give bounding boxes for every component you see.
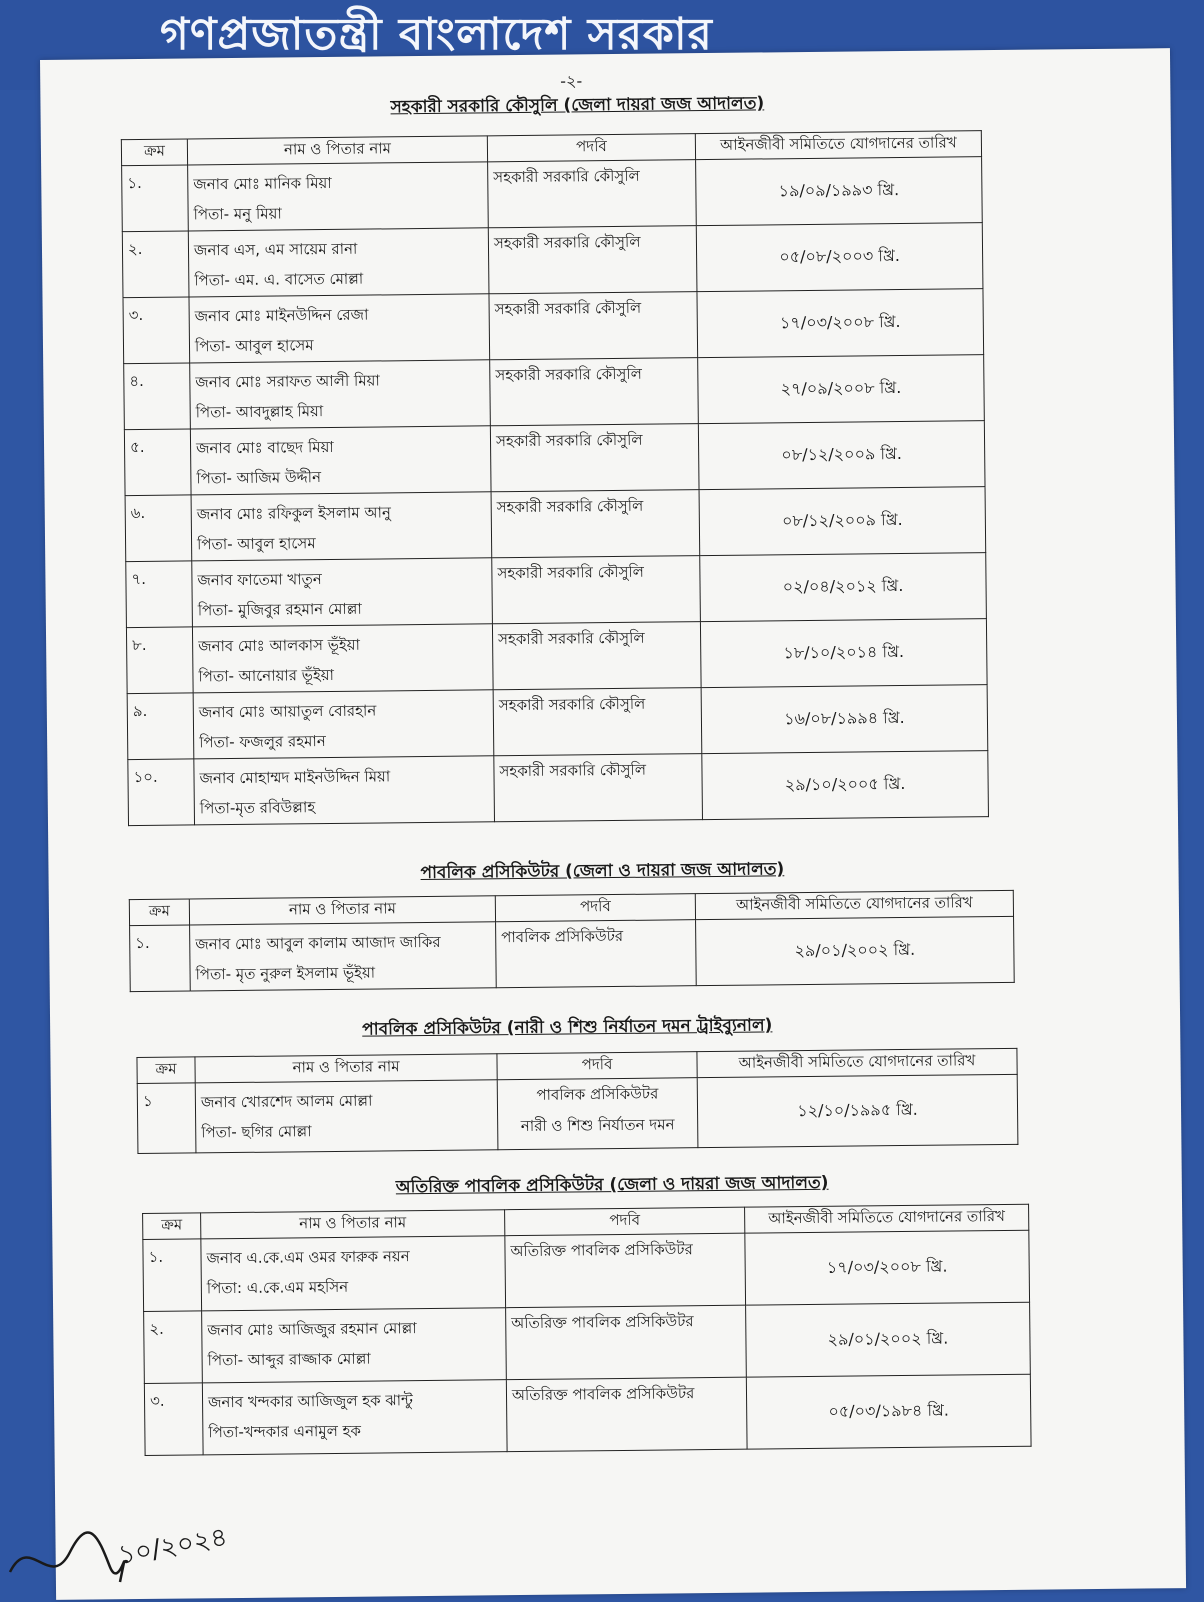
cell-date: ১৬/০৮/১৯৯৪ খ্রি. bbox=[701, 685, 988, 754]
cell-post bbox=[488, 160, 697, 228]
cell-name bbox=[189, 294, 490, 363]
father-name: পিতা- আজিম উদ্দীন bbox=[196, 468, 322, 488]
post-title: সহকারী সরকারি কৌসুলি bbox=[496, 496, 644, 517]
table-row bbox=[144, 1302, 1031, 1383]
col-header-name: নাম ও পিতার নাম bbox=[195, 1054, 497, 1083]
cell-date: ২৭/০৯/২০০৮ খ্রি. bbox=[698, 355, 985, 424]
father-name: পিতা- আবুল হাসেম bbox=[196, 534, 316, 554]
table-body bbox=[130, 916, 1015, 991]
col-header-post: পদবি bbox=[497, 1052, 697, 1080]
person-name: জনাব খন্দকার আজিজুল হক ঝান্টু bbox=[207, 1391, 413, 1412]
table-addl-public-prosecutor bbox=[142, 1204, 1031, 1456]
person-name: জনাব এ.কে.এম ওমর ফারুক নয়ন bbox=[206, 1247, 410, 1268]
post-title: সহকারী সরকারি কৌসুলি bbox=[493, 232, 641, 253]
post-title: পাবলিক প্রসিকিউটর bbox=[536, 1084, 659, 1104]
table-row bbox=[123, 289, 984, 364]
table-row bbox=[126, 553, 987, 628]
person-name: জনাব এস, এম সায়েম রানা bbox=[193, 239, 358, 260]
col-header-name: নাম ও পিতার নাম bbox=[201, 1210, 505, 1239]
cell-sl: ৪. bbox=[124, 363, 191, 430]
table-public-prosecutor-district bbox=[129, 890, 1015, 992]
table-body bbox=[143, 1230, 1031, 1455]
cell-post bbox=[496, 920, 697, 988]
post-title: পাবলিক প্রসিকিউটর bbox=[501, 926, 624, 947]
cell-post bbox=[492, 556, 701, 624]
person-name: জনাব খোরশেদ আলম মোল্লা bbox=[200, 1091, 373, 1112]
table-row bbox=[124, 355, 985, 430]
cell-sl: ৮. bbox=[126, 627, 193, 694]
section-title-public-prosecutor-tribunal: পাবলিক প্রসিকিউটর (নারী ও শিশু নির্যাতন দমন ট্রাইব্যুনাল) bbox=[362, 1015, 773, 1040]
father-name: পিতা- আবদুল্লাহ মিয়া bbox=[195, 402, 324, 422]
cell-sl: ৭. bbox=[126, 561, 193, 628]
cell-post bbox=[497, 1078, 698, 1150]
col-header-date: আইনজীবী সমিতিতে যোগদানের তারিখ bbox=[697, 1048, 1017, 1077]
col-header-post: পদবি bbox=[505, 1207, 745, 1236]
section-title-addl-public-prosecutor: অতিরিক্ত পাবলিক প্রসিকিউটর (জেলা ও দায়রা জজ আদালত) bbox=[395, 1172, 829, 1198]
cell-name bbox=[190, 426, 491, 495]
signature bbox=[0, 1512, 240, 1602]
cell-post bbox=[490, 358, 699, 426]
document-page bbox=[40, 48, 1186, 1600]
post-title: অতিরিক্ত পাবলিক প্রসিকিউটর bbox=[511, 1312, 694, 1333]
cell-post bbox=[506, 1305, 747, 1380]
cell-date: ২৯/০১/২০০২ খ্রি. bbox=[696, 916, 1015, 985]
cell-date: ০৮/১২/২০০৯ খ্রি. bbox=[699, 487, 986, 556]
father-name: পিতা-খন্দকার এনামুল হক bbox=[208, 1421, 362, 1442]
cell-post bbox=[494, 754, 703, 822]
person-name: জনাব মোঃ মানিক মিয়া bbox=[193, 173, 332, 194]
cell-sl: ৯. bbox=[127, 693, 194, 760]
table-row bbox=[128, 751, 989, 826]
cell-post bbox=[489, 292, 698, 360]
cell-sl: ২. bbox=[122, 231, 189, 298]
cell-sl: ২. bbox=[144, 1311, 203, 1384]
col-header-sl: ক্রম bbox=[143, 1213, 201, 1240]
father-name: পিতা- ছগির মোল্লা bbox=[201, 1122, 312, 1142]
cell-name bbox=[188, 162, 489, 231]
col-header-post: পদবি bbox=[495, 894, 695, 922]
cell-post bbox=[505, 1233, 746, 1308]
page-number: -২- bbox=[560, 71, 583, 91]
post-subtitle: নারী ও শিশু নির্যাতন দমন bbox=[520, 1115, 675, 1136]
cell-post bbox=[506, 1377, 747, 1452]
father-name: পিতা- এম. এ. বাসেত মোল্লা bbox=[194, 269, 364, 290]
cell-date: ০৮/১২/২০০৯ খ্রি. bbox=[698, 421, 985, 490]
table-row bbox=[126, 619, 987, 694]
cell-date: ০৫/০৩/১৯৮৪ খ্রি. bbox=[746, 1374, 1031, 1449]
cell-name bbox=[195, 1080, 498, 1153]
cell-date: ১৭/০৩/২০০৮ খ্রি. bbox=[745, 1230, 1030, 1305]
cell-sl: ৫. bbox=[124, 429, 191, 496]
table-row bbox=[144, 1374, 1031, 1455]
col-header-sl: ক্রম bbox=[129, 899, 189, 926]
cell-date: ১৮/১০/২০১৪ খ্রি. bbox=[700, 619, 987, 688]
post-title: সহকারী সরকারি কৌসুলি bbox=[495, 430, 643, 451]
cell-name bbox=[192, 558, 493, 627]
cell-name bbox=[202, 1308, 507, 1383]
cell-date: ০৫/০৮/২০০৩ খ্রি. bbox=[696, 223, 983, 292]
cell-sl: ১. bbox=[143, 1239, 202, 1312]
table-row bbox=[130, 916, 1015, 991]
post-title: সহকারী সরকারি কৌসুলি bbox=[497, 628, 645, 649]
cell-sl: ৩. bbox=[123, 297, 190, 364]
cell-sl: ১. bbox=[130, 925, 191, 992]
table-row bbox=[125, 487, 986, 562]
cell-post bbox=[488, 226, 697, 294]
post-title: সহকারী সরকারি কৌসুলি bbox=[499, 760, 647, 781]
person-name: জনাব মোঃ আয়াতুল বোরহান bbox=[198, 701, 377, 722]
cell-post bbox=[491, 490, 700, 558]
post-title: সহকারী সরকারি কৌসুলি bbox=[495, 364, 642, 385]
cell-sl: ১০. bbox=[128, 759, 195, 826]
table-row bbox=[122, 157, 983, 232]
cell-name bbox=[188, 228, 489, 297]
table-public-prosecutor-tribunal bbox=[136, 1048, 1018, 1154]
father-name: পিতা- মনু মিয়া bbox=[193, 204, 282, 224]
cell-name bbox=[190, 922, 497, 991]
col-header-name: নাম ও পিতার নাম bbox=[189, 896, 495, 925]
cell-date: ২৯/০১/২০০২ খ্রি. bbox=[746, 1302, 1031, 1377]
cell-name bbox=[194, 756, 495, 825]
col-header-sl: ক্রম bbox=[121, 139, 187, 166]
post-title: সহকারী সরকারি কৌসুলি bbox=[493, 166, 640, 187]
cell-sl: ১ bbox=[137, 1083, 196, 1154]
father-name: পিতা- আনোয়ার ভূঁইয়া bbox=[198, 665, 335, 686]
post-title: সহকারী সরকারি কৌসুলি bbox=[497, 562, 645, 583]
col-header-post: পদবি bbox=[487, 134, 695, 162]
cell-sl: ১. bbox=[122, 165, 189, 232]
col-header-date: আইনজীবী সমিতিতে যোগদানের তারিখ bbox=[695, 890, 1013, 919]
father-name: পিতা: এ.কে.এম মহসিন bbox=[206, 1277, 349, 1298]
person-name: জনাব মোঃ সরাফত আলী মিয়া bbox=[195, 371, 380, 392]
table-row bbox=[124, 421, 985, 496]
father-name: পিতা- আব্দুর রাজ্জাক মোল্লা bbox=[207, 1349, 371, 1370]
cell-date: ১৭/০৩/২০০৮ খ্রি. bbox=[697, 289, 984, 358]
table-row bbox=[122, 223, 983, 298]
cell-post bbox=[492, 622, 701, 690]
person-name: জনাব ফাতেমা খাতুন bbox=[197, 570, 322, 590]
cell-name bbox=[193, 690, 494, 759]
post-title: সহকারী সরকারি কৌসুলি bbox=[498, 694, 646, 715]
cell-name bbox=[191, 492, 492, 561]
father-name: পিতা-মৃত রবিউল্লাহ bbox=[199, 798, 316, 818]
table-body bbox=[137, 1074, 1018, 1153]
cell-date: ১৯/০৯/১৯৯৩ খ্রি. bbox=[696, 157, 983, 226]
person-name: জনাব মোঃ রফিকুল ইসলাম আনু bbox=[196, 503, 391, 524]
post-title: অতিরিক্ত পাবলিক প্রসিকিউটর bbox=[511, 1384, 695, 1405]
cell-name bbox=[201, 1236, 506, 1311]
person-name: জনাব মোঃ আজিজুর রহমান মোল্লা bbox=[207, 1319, 417, 1340]
cell-date: ০২/০৪/২০১২ খ্রি. bbox=[700, 553, 987, 622]
cell-post bbox=[493, 688, 702, 756]
table-row bbox=[127, 685, 988, 760]
section-title-asst-govt-counsel: সহকারী সরকারি কৌসুলি (জেলা দায়রা জজ আদালত) bbox=[390, 93, 765, 118]
person-name: জনাব মোঃ মাইনউদ্দিন রেজা bbox=[194, 305, 369, 326]
father-name: পিতা- মৃত নুরুল ইসলাম ভূঁইয়া bbox=[195, 963, 376, 984]
cell-date: ২৯/১০/২০০৫ খ্রি. bbox=[702, 751, 989, 820]
cell-name bbox=[190, 360, 491, 429]
section-title-public-prosecutor-district: পাবলিক প্রসিকিউটর (জেলা ও দায়রা জজ আদালত) bbox=[420, 859, 785, 884]
signature-date: ১০/২০২৪ bbox=[116, 1522, 230, 1571]
cell-post bbox=[490, 424, 699, 492]
post-title: সহকারী সরকারি কৌসুলি bbox=[494, 298, 642, 319]
post-title: অতিরিক্ত পাবলিক প্রসিকিউটর bbox=[510, 1240, 693, 1261]
table-asst-govt-counsel bbox=[121, 130, 989, 826]
person-name: জনাব মোঃ বাছেদ মিয়া bbox=[195, 437, 334, 458]
cell-name bbox=[192, 624, 493, 693]
col-header-date: আইনজীবী সমিতিতে যোগদানের তারিখ bbox=[745, 1204, 1029, 1233]
person-name: জনাব মোঃ আলকাস ভূঁইয়া bbox=[198, 635, 360, 656]
col-header-name: নাম ও পিতার নাম bbox=[187, 136, 487, 165]
cell-date: ১২/১০/১৯৯৫ খ্রি. bbox=[697, 1074, 1018, 1147]
col-header-sl: ক্রম bbox=[137, 1057, 195, 1084]
cover-title: গণপ্রজাতন্ত্রী বাংলাদেশ সরকার bbox=[160, 9, 713, 60]
table-row bbox=[137, 1074, 1018, 1153]
table-body bbox=[122, 157, 989, 826]
person-name: জনাব মোঃ আবুল কালাম আজাদ জাকির bbox=[195, 932, 441, 954]
person-name: জনাব মোহাম্মদ মাইনউদ্দিন মিয়া bbox=[199, 767, 391, 788]
father-name: পিতা- আবুল হাসেম bbox=[194, 336, 314, 356]
cell-name bbox=[202, 1380, 507, 1455]
father-name: পিতা- ফজলুর রহমান bbox=[199, 732, 326, 752]
col-header-date: আইনজীবী সমিতিতে যোগদানের তারিখ bbox=[695, 131, 981, 160]
cell-sl: ৩. bbox=[144, 1383, 203, 1456]
father-name: পিতা- মুজিবুর রহমান মোল্লা bbox=[197, 599, 362, 620]
table-row bbox=[143, 1230, 1030, 1311]
cell-sl: ৬. bbox=[125, 495, 192, 562]
